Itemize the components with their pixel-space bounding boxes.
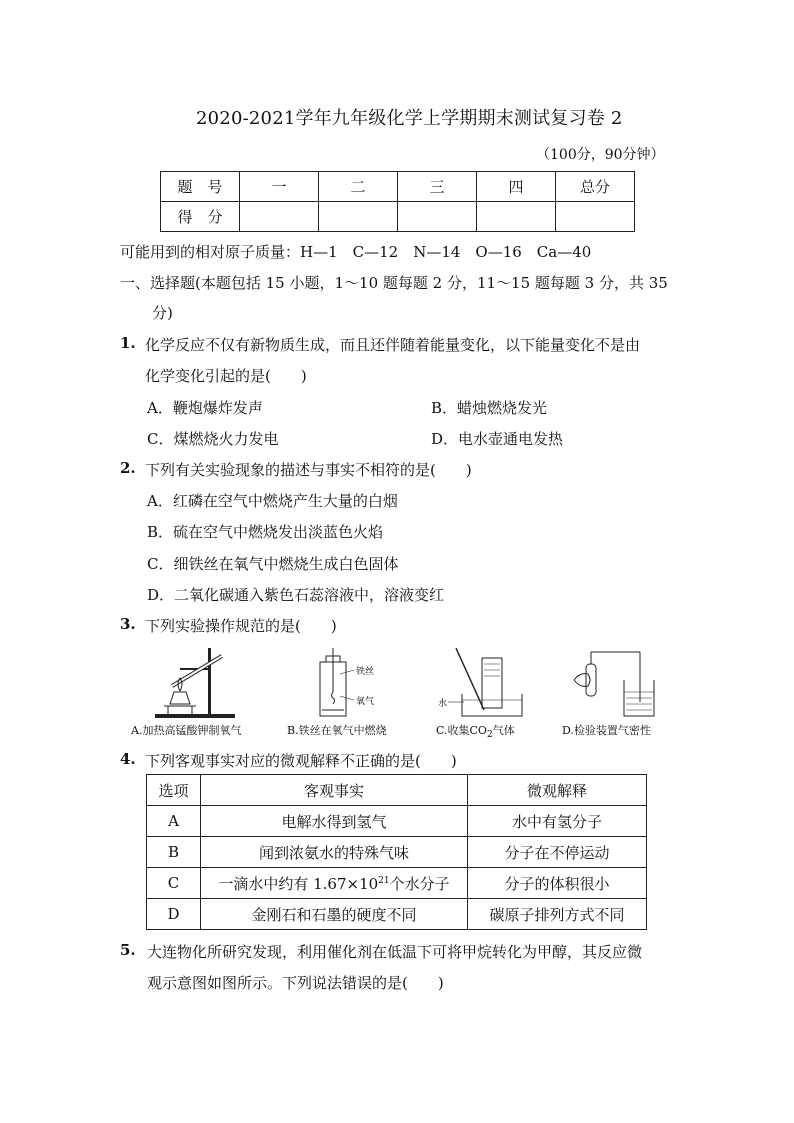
q4-table: [146, 774, 647, 930]
score-table-score-row: [161, 202, 635, 232]
q1-option-b[interactable]: B．蜡烛燃烧发光: [431, 399, 548, 417]
section-title-text: 一、选择题(本题包括 15 小题，1～10 题每题 2 分，11～15 题每题 3 分，共 35: [120, 274, 668, 292]
score-row-label: 得 分: [161, 202, 240, 232]
q4-number: 4.: [120, 750, 136, 768]
figure-b-caption: B.铁丝在氧气中燃烧: [287, 724, 387, 737]
figure-c-caption-post: 气体: [492, 724, 515, 737]
figure-d-airtightness-check[interactable]: [566, 644, 656, 720]
q3-text: 下列实验操作规范的是( ): [145, 617, 337, 635]
q1-text: 化学反应不仅有新物质生成，而且还伴随着能量变化，以下能量变化不是由: [145, 336, 641, 354]
q4-row-c-explanation: 分子的体积很小: [468, 868, 647, 899]
q2-option-c[interactable]: C．细铁丝在氧气中燃烧生成白色固体: [147, 555, 399, 573]
atomic-mass-line: 可能用到的相对原子质量：H—1 C—12 N—14 O—16 Ca—40: [120, 243, 592, 261]
q4-text: 下列客观事实对应的微观解释不正确的是( ): [145, 752, 457, 770]
score-input-total[interactable]: [556, 202, 635, 232]
q4-header-option: 选项: [147, 775, 201, 806]
q4-table-header: [147, 775, 647, 806]
q4-row-a-explanation: 水中有氢分子: [468, 806, 647, 837]
score-cell-3: 三: [398, 172, 477, 202]
score-cell-4: 四: [477, 172, 556, 202]
q2-text: 下列有关实验现象的描述与事实不相符的是( ): [145, 461, 472, 479]
q4-row-c-option: C: [147, 868, 201, 899]
q4-row-b-explanation: 分子在不停运动: [468, 837, 647, 868]
figure-b-iron-wire-bottle[interactable]: [300, 644, 390, 720]
label-yangqi: 氧气: [356, 697, 375, 707]
q4-row-c-fact-pre: 一滴水中约有 1.67×10: [218, 874, 379, 893]
section-title-cont: 分): [152, 304, 173, 322]
q1-option-c[interactable]: C．煤燃烧火力发电: [147, 430, 279, 448]
score-cell-2: 二: [319, 172, 398, 202]
q2-option-a[interactable]: A．红磷在空气中燃烧产生大量的白烟: [147, 492, 398, 510]
q2-number: 2.: [120, 459, 136, 477]
q4-header-explanation: 微观解释: [468, 775, 647, 806]
q4-header-fact: 客观事实: [201, 775, 468, 806]
q4-row-c-fact-post: 个水分子: [389, 874, 450, 893]
table-row[interactable]: [147, 868, 647, 899]
score-table: [160, 171, 635, 232]
q1-option-d[interactable]: D．电水壶通电发热: [431, 430, 564, 448]
q5-number: 5.: [120, 941, 136, 959]
q1-text-cont: 化学变化引起的是( ): [145, 367, 307, 385]
figure-c-caption-sub: 2: [486, 730, 493, 741]
q1-option-a[interactable]: A．鞭炮爆炸发声: [147, 399, 263, 417]
q4-row-d-fact: 金刚石和石墨的硬度不同: [201, 899, 468, 930]
q4-row-a-option: A: [147, 806, 201, 837]
q2-option-b[interactable]: B．硫在空气中燃烧发出淡蓝色火焰: [147, 523, 384, 541]
q4-row-c-fact: [201, 868, 468, 899]
score-cell-total: 总分: [556, 172, 635, 202]
figure-d-caption: D.检验装置气密性: [562, 724, 651, 737]
label-shui: 水: [438, 699, 448, 709]
figure-a-heating-apparatus[interactable]: [150, 644, 240, 720]
table-row[interactable]: [147, 837, 647, 868]
exam-time-note: （100分，90分钟）: [536, 147, 665, 163]
q3-number: 3.: [120, 615, 136, 633]
q2-option-d[interactable]: D．二氧化碳通入紫色石蕊溶液中，溶液变红: [147, 586, 445, 604]
q1-number: 1.: [120, 334, 136, 352]
score-input-3[interactable]: [398, 202, 477, 232]
label-tiesi: 铁丝: [356, 667, 375, 677]
table-row[interactable]: [147, 899, 647, 930]
score-table-header-row: [161, 172, 635, 202]
score-cell-label: 题 号: [161, 172, 240, 202]
q4-row-b-option: B: [147, 837, 201, 868]
score-input-4[interactable]: [477, 202, 556, 232]
q5-text: 大连物化所研究发现，利用催化剂在低温下可将甲烷转化为甲醇，其反应微: [147, 943, 643, 961]
page-title: 2020-2021学年九年级化学上学期期末测试复习卷 2: [196, 108, 623, 129]
q4-row-d-explanation: 碳原子排列方式不同: [468, 899, 647, 930]
q4-row-d-option: D: [147, 899, 201, 930]
figure-c-water-collection[interactable]: [438, 644, 528, 720]
section-title: [120, 272, 668, 293]
score-input-2[interactable]: [319, 202, 398, 232]
q4-row-a-fact: 电解水得到氢气: [201, 806, 468, 837]
figure-c-caption-pre: C.收集CO: [436, 724, 487, 737]
score-cell-1: 一: [240, 172, 319, 202]
score-input-1[interactable]: [240, 202, 319, 232]
q5-text-cont: 观示意图如图所示。下列说法错误的是( ): [147, 974, 444, 992]
table-row[interactable]: [147, 806, 647, 837]
q4-row-b-fact: 闻到浓氨水的特殊气味: [201, 837, 468, 868]
q4-row-c-fact-sup: 21: [378, 875, 390, 886]
figure-c-caption: [436, 722, 515, 740]
figure-a-caption: A.加热高锰酸钾制氧气: [131, 724, 242, 737]
